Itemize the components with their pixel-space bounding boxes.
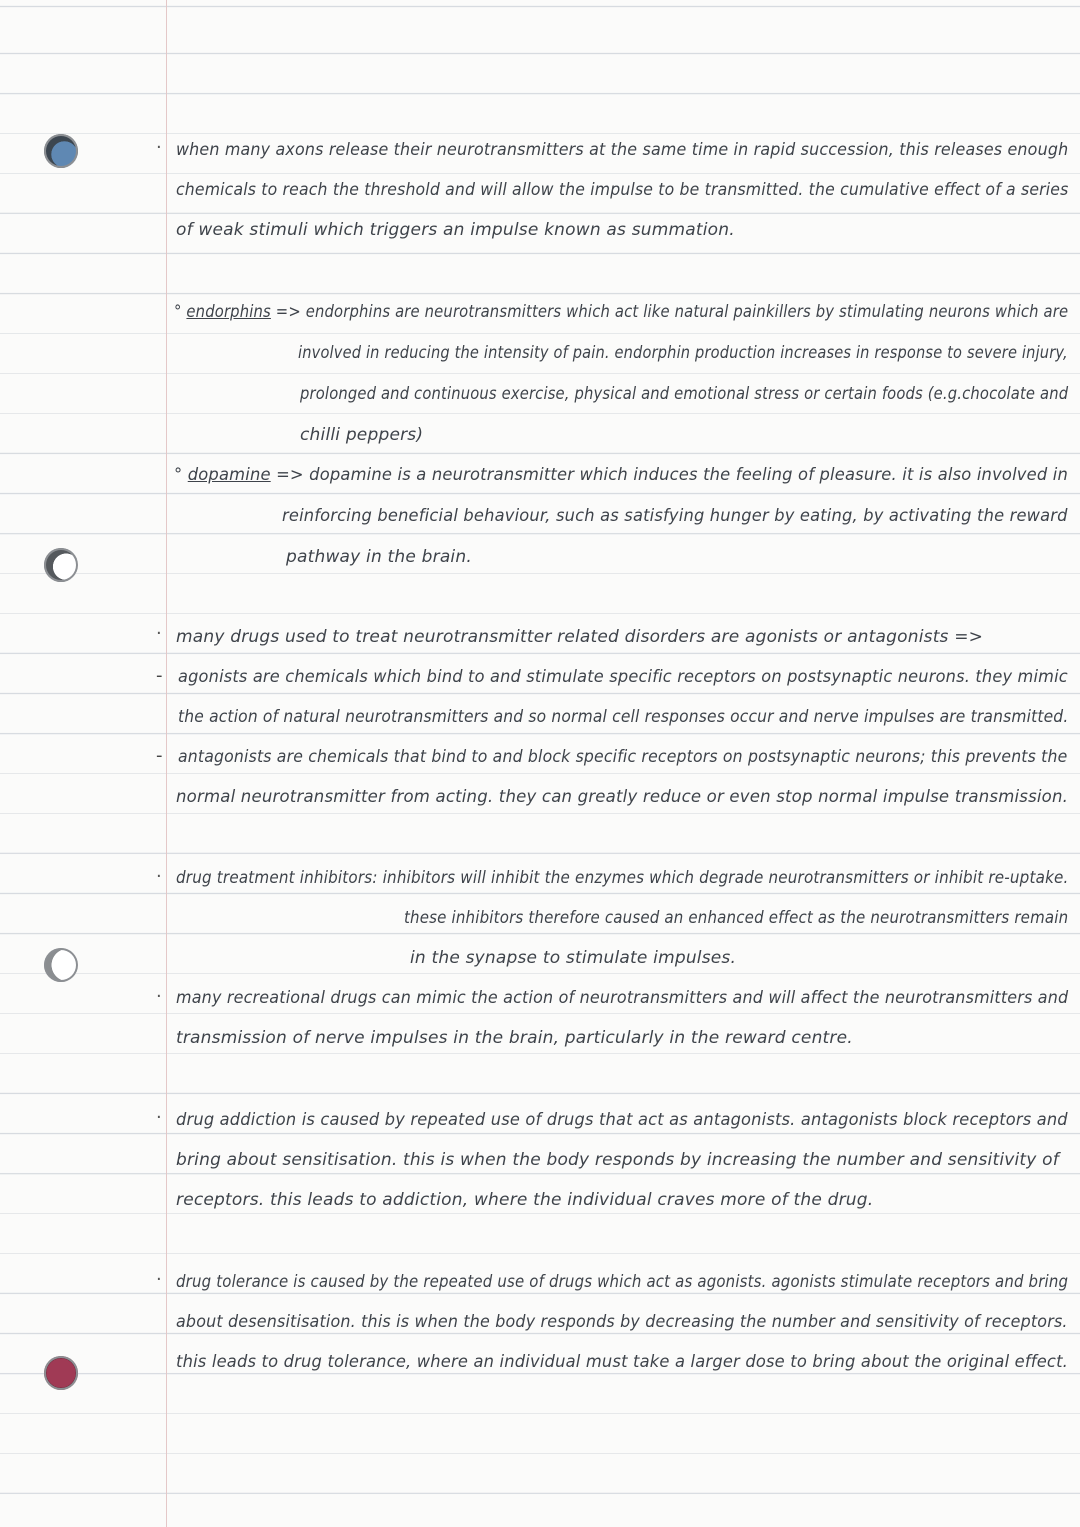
endorphins-line-4: chilli peppers) bbox=[300, 425, 424, 445]
agonists-line-2: the action of natural neurotransmitters and so normal cell responses occur and nerve impulses are transmitted. bbox=[178, 707, 1069, 727]
antagonists-line-1: antagonists are chemicals that bind to and block specific receptors on postsynaptic neurons; this prevents the bbox=[178, 747, 1068, 767]
addiction-line-3: receptors. this leads to addiction, where the individual craves more of the drug. bbox=[176, 1190, 874, 1210]
margin-line bbox=[166, 0, 167, 1527]
binder-hole-icon bbox=[44, 548, 78, 582]
recreational-line-2: transmission of nerve impulses in the brain, particularly in the reward centre. bbox=[176, 1028, 853, 1048]
recreational-line-1: many recreational drugs can mimic the action of neurotransmitters and will affect the neurotransmitters and bbox=[176, 988, 1069, 1008]
binder-hole-icon bbox=[44, 948, 78, 982]
addiction-line-1: drug addiction is caused by repeated use of drugs that act as antagonists. antagonists block receptors and bbox=[176, 1110, 1068, 1130]
endorphins-line-1: ° endorphins => endorphins are neurotransmitters which act like natural painkillers by stimulating neurons which are bbox=[174, 302, 1069, 322]
inhibitors-line-3: in the synapse to stimulate impulses. bbox=[410, 948, 737, 968]
dash-bullet: - bbox=[156, 665, 163, 686]
summation-line-1: when many axons release their neurotransmitters at the same time in rapid succession, this releases enough bbox=[176, 140, 1069, 160]
dopamine-term: dopamine bbox=[187, 465, 271, 485]
binder-hole-icon bbox=[44, 1356, 78, 1390]
summation-line-2: chemicals to reach the threshold and will allow the impulse to be transmitted. the cumulative effect of a series bbox=[176, 180, 1069, 200]
dopamine-line-2: reinforcing beneficial behaviour, such as satisfying hunger by eating, by activating the reward bbox=[282, 506, 1068, 526]
bullet-dot: · bbox=[156, 137, 162, 158]
dopamine-line-3: pathway in the brain. bbox=[286, 547, 472, 567]
dopamine-line-1: ° dopamine => dopamine is a neurotransmitter which induces the feeling of pleasure. it is also involved in bbox=[174, 465, 1069, 485]
tolerance-line-2: about desensitisation. this is when the body responds by decreasing the number and sensitivity of receptors. bbox=[176, 1312, 1068, 1332]
endorphins-line-2: involved in reducing the intensity of pain. endorphin production increases in response to severe injury, bbox=[298, 343, 1068, 363]
agonists-intro: many drugs used to treat neurotransmitter related disorders are agonists or antagonists => bbox=[176, 627, 984, 647]
antagonists-line-2: normal neurotransmitter from acting. they can greatly reduce or even stop normal impulse transmission. bbox=[176, 787, 1069, 807]
tolerance-line-1: drug tolerance is caused by the repeated use of drugs which act as agonists. agonists stimulate receptors and bring bbox=[176, 1272, 1069, 1291]
agonists-line-1: agonists are chemicals which bind to and stimulate specific receptors on postsynaptic neurons. they mimic bbox=[178, 667, 1068, 687]
summation-line-3: of weak stimuli which triggers an impulse known as summation. bbox=[176, 220, 735, 240]
dash-bullet: - bbox=[156, 745, 163, 766]
bullet-dot: · bbox=[156, 866, 162, 887]
tolerance-line-3: this leads to drug tolerance, where an individual must take a larger dose to bring about the original effect. bbox=[176, 1352, 1069, 1372]
bullet-dot: · bbox=[156, 1269, 162, 1290]
binder-hole-icon bbox=[44, 134, 78, 168]
endorphins-term: endorphins bbox=[186, 302, 271, 322]
addiction-line-2: bring about sensitisation. this is when the body responds by increasing the number and sensitivity of bbox=[176, 1150, 1059, 1170]
inhibitors-line-1: drug treatment inhibitors: inhibitors will inhibit the enzymes which degrade neurotransmitters or inhibit re-uptake. bbox=[176, 868, 1069, 887]
endorphins-line-3: prolonged and continuous exercise, physical and emotional stress or certain foods (e.g.chocolate and bbox=[300, 384, 1069, 404]
inhibitors-line-2: these inhibitors therefore caused an enhanced effect as the neurotransmitters remain bbox=[404, 908, 1069, 928]
bullet-dot: · bbox=[156, 986, 162, 1007]
bullet-dot: · bbox=[156, 623, 162, 644]
bullet-dot: · bbox=[156, 1107, 162, 1128]
